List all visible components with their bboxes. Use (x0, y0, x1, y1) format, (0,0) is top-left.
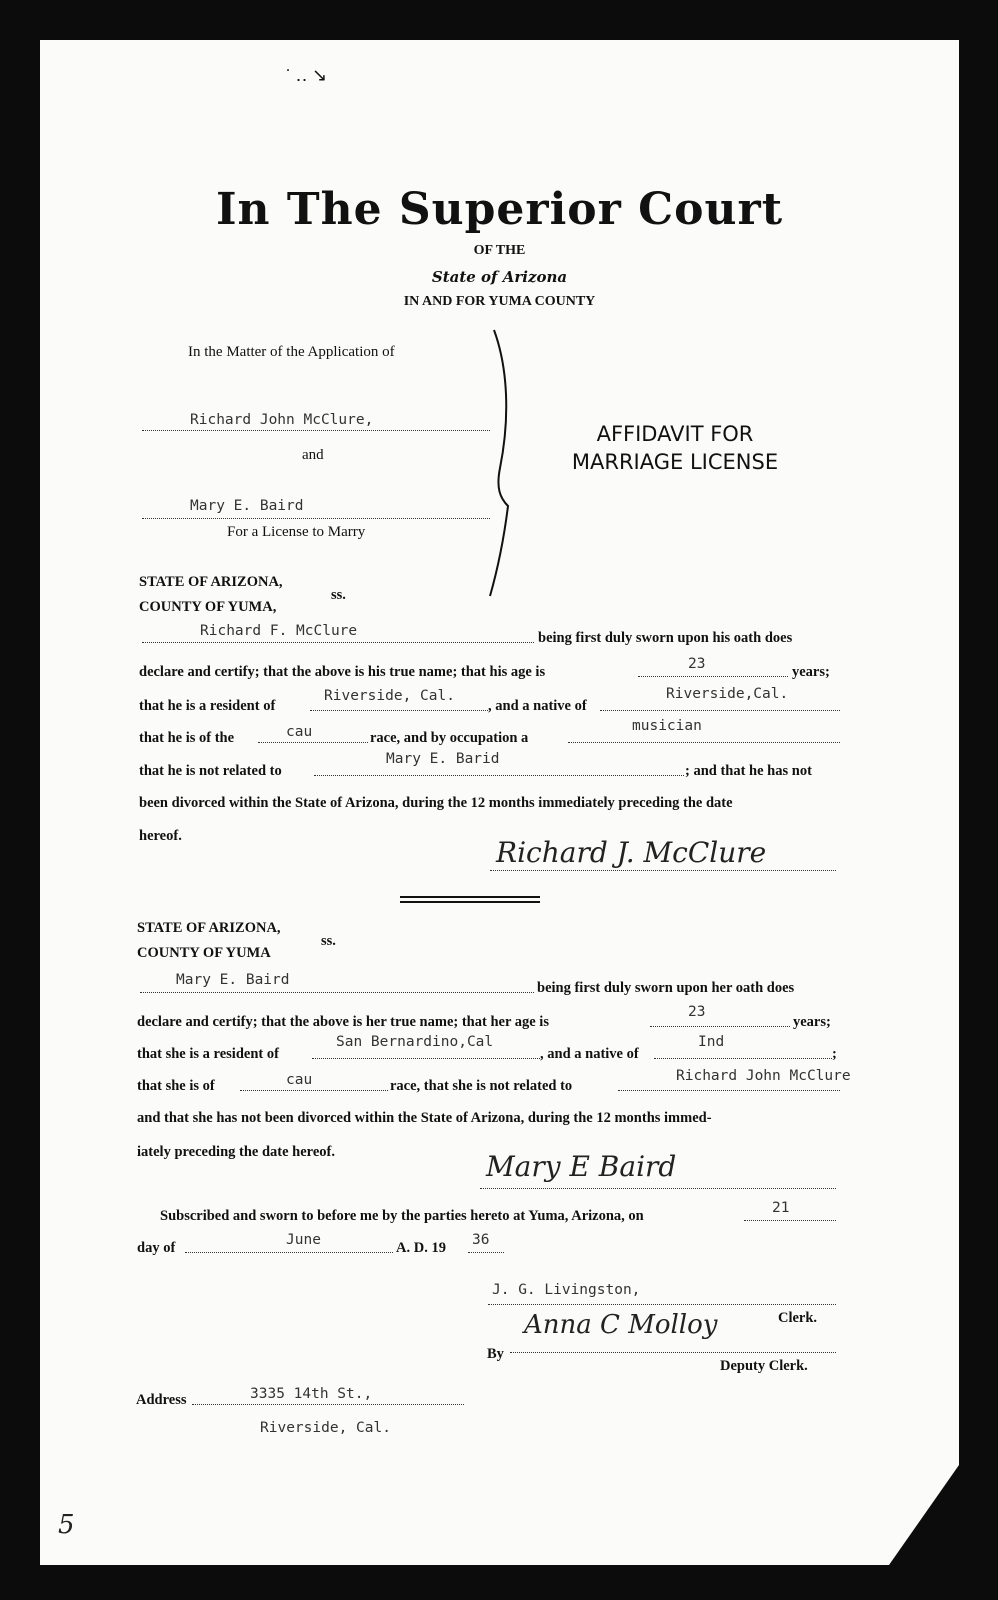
bride-native-label: , and a native of (540, 1046, 639, 1062)
bride-related-label: race, that she is not related to (390, 1078, 573, 1094)
clerk-label: Clerk. (778, 1310, 818, 1326)
groom-signature-line (490, 870, 836, 871)
document-page (40, 40, 959, 1565)
deputy-line (510, 1352, 836, 1353)
groom-age-line (638, 676, 788, 677)
by-label: By (487, 1346, 504, 1362)
bride-native-semicolon: ; (832, 1046, 837, 1062)
bride-native-line (654, 1058, 832, 1059)
bride-divorce-line2: iately preceding the date hereof. (137, 1144, 335, 1160)
groom-hereof: hereof. (139, 828, 182, 844)
groom-race-label: that he is of the (139, 730, 235, 746)
jurat-year-line (468, 1252, 504, 1253)
bride-residence: San Bernardino,Cal (336, 1034, 494, 1050)
matter-intro: In the Matter of the Application of (188, 344, 395, 360)
bride-signature: Mary E Baird (486, 1150, 677, 1183)
bride-native: Ind (698, 1034, 725, 1050)
bride-resident-label: that she is a resident of (137, 1046, 279, 1062)
jurat-month-line (185, 1252, 393, 1253)
groom-county-label: COUNTY OF YUMA, (139, 599, 277, 615)
groom-native-label: , and a native of (488, 698, 587, 714)
section-divider-bottom (400, 901, 540, 903)
matter-brace (486, 328, 516, 598)
bride-age: 23 (688, 1004, 706, 1020)
groom-ss: ss. (331, 587, 346, 603)
groom-related-line (314, 775, 684, 776)
groom-declare: declare and certify; that the above is his true name; that his age is (139, 664, 546, 680)
jurat-ad: A. D. 19 (396, 1240, 446, 1256)
corner-mark: ˙ ‥ ↘ (285, 65, 328, 85)
groom-years: years; (792, 664, 830, 680)
court-title: In The Superior Court (215, 184, 784, 235)
bride-county-label: COUNTY OF YUMA (137, 945, 271, 961)
groom-name-line (142, 642, 534, 643)
address-line1-rule (192, 1404, 464, 1405)
groom-divorce-tail: ; and that he has not (685, 763, 812, 779)
groom-native-line (600, 710, 840, 711)
jurat-day-line (744, 1220, 836, 1221)
bride-years: years; (793, 1014, 831, 1030)
deputy-signature: Anna C Molloy (524, 1310, 718, 1340)
bride-related: Richard John McClure (676, 1068, 851, 1084)
state-name: State of Arizona (431, 268, 568, 286)
groom-name: Richard F. McClure (200, 623, 358, 639)
groom-state-label: STATE OF ARIZONA, (139, 574, 283, 590)
torn-corner (889, 1465, 959, 1565)
groom-native: Riverside,Cal. (666, 686, 789, 702)
bride-race: cau (286, 1072, 313, 1088)
bride-name: Mary E. Baird (176, 972, 290, 988)
bride-state-label: STATE OF ARIZONA, (137, 920, 281, 936)
and-label: and (302, 447, 324, 463)
groom-related: Mary E. Barid (386, 751, 500, 767)
jurat-day: 21 (772, 1200, 790, 1216)
groom-related-label: that he is not related to (139, 763, 282, 779)
groom-divorce-line: been divorced within the State of Arizona, during the 12 months immediately preceding the date (139, 795, 733, 811)
bride-divorce-line1: and that she has not been divorced within the State of Arizona, during the 12 months immed- (137, 1110, 712, 1126)
affidavit-title (515, 420, 835, 476)
address-label: Address (136, 1392, 187, 1408)
address-line1: 3335 14th St., (250, 1386, 373, 1402)
groom-resident-label: that he is a resident of (139, 698, 276, 714)
bride-ss: ss. (321, 933, 336, 949)
groom-occupation: musician (632, 718, 702, 734)
applicant1-name: Richard John McClure, (190, 412, 374, 428)
deputy-label: Deputy Clerk. (720, 1358, 808, 1374)
groom-age: 23 (688, 656, 706, 672)
groom-residence-line (310, 710, 488, 711)
groom-occupation-label: race, and by occupation a (370, 730, 529, 746)
jurat-year: 36 (472, 1232, 490, 1248)
bride-name-line (140, 992, 534, 993)
applicant1-line (142, 430, 490, 431)
bride-related-line (618, 1090, 840, 1091)
bride-declare: declare and certify; that the above is her true name; that her age is (137, 1014, 549, 1030)
bride-race-line (240, 1090, 388, 1091)
clerk-name: J. G. Livingston, (492, 1282, 641, 1298)
margin-mark: 5 (58, 1510, 75, 1540)
bride-residence-line (312, 1058, 540, 1059)
of-the-label: OF THE (473, 243, 526, 258)
section-divider-top (400, 896, 540, 898)
applicant2-line (142, 518, 490, 519)
license-purpose: For a License to Marry (227, 524, 366, 540)
groom-signature: Richard J. McClure (496, 836, 767, 869)
jurat-subscribed: Subscribed and sworn to before me by the parties hereto at Yuma, Arizona, on (160, 1208, 644, 1224)
bride-age-line (650, 1026, 790, 1027)
groom-residence: Riverside, Cal. (324, 688, 455, 704)
groom-sworn: being first duly sworn upon his oath does (538, 630, 793, 646)
groom-race: cau (286, 724, 313, 740)
county-header: IN AND FOR YUMA COUNTY (403, 294, 596, 309)
bride-race-label: that she is of (137, 1078, 215, 1094)
affidavit-title-line2: MARRIAGE LICENSE (571, 450, 779, 474)
address-line2: Riverside, Cal. (260, 1420, 391, 1436)
bride-sworn: being first duly sworn upon her oath does (537, 980, 795, 996)
clerk-line (488, 1304, 836, 1305)
jurat-day-of: day of (137, 1240, 176, 1256)
affidavit-title-line1: AFFIDAVIT FOR (596, 422, 754, 446)
bride-signature-line (480, 1188, 836, 1189)
groom-occupation-line (568, 742, 840, 743)
applicant2-name: Mary E. Baird (190, 498, 304, 514)
jurat-month: June (286, 1232, 321, 1248)
groom-race-line (258, 742, 368, 743)
